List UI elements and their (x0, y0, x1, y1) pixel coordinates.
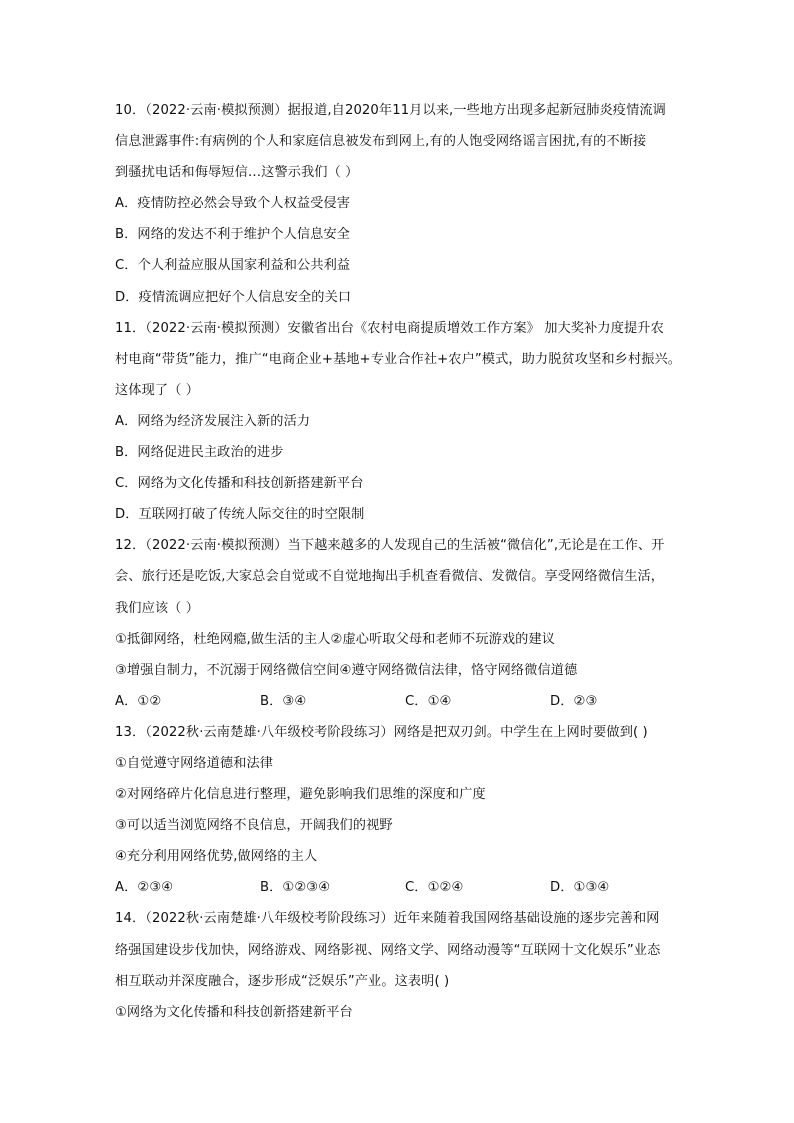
statement-line: ②对网络碎片化信息进行整理，避免影响我们思维的深度和广度 (115, 787, 486, 803)
question-text-line: 络强国建设步伐加快，网络游戏、网络影视、网络文学、网络动漫等“互联网十文化娱乐”业态 (115, 942, 661, 958)
choice-c: C．①④ (405, 693, 452, 709)
choice-a: A．①② (115, 693, 162, 709)
question-text-line: 村电商“带货”能力，推广“电商企业+基地+专业合作社+农户”模式，助力脱贫攻坚和乡村振兴。 (115, 351, 682, 367)
question-text-line: 会、旅行还是吃饭,大家总会自觉或不自觉地掏出手机查看微信、发微信。享受网络微信生活， (115, 569, 665, 585)
document-page (115, 95, 695, 1028)
choice-b: B．①②③④ (260, 880, 331, 896)
question-text-line: 我们应该（ ） (115, 600, 200, 616)
question-14 (115, 903, 695, 1027)
question-text-line: 14．（2022秋·云南楚雄·八年级校考阶段练习）近年来随着我国网络基础设施的逐步完善和网 (115, 911, 660, 927)
answer-option-c: C．个人利益应服从国家利益和公共利益 (115, 258, 351, 274)
question-12 (115, 530, 695, 717)
answer-option-d: D．互联网打破了传统人际交往的时空限制 (115, 507, 365, 523)
question-text-line: 这体现了（ ） (115, 382, 200, 398)
question-10 (115, 95, 695, 313)
question-text-line: 13．（2022秋·云南楚雄·八年级校考阶段练习）网络是把双刃剑。中学生在上网时要做到( ) (115, 724, 648, 740)
choice-d: D．②③ (550, 693, 598, 709)
question-text-line: 信息泄露事件:有病例的个人和家庭信息被发布到网上,有的人饱受网络谣言困扰,有的不断接 (115, 134, 647, 150)
choice-row (115, 872, 695, 903)
choice-b: B．③④ (260, 693, 307, 709)
choice-row (115, 686, 695, 717)
question-text-line: 10．（2022·云南·模拟预测）据报道,自2020年11月以来,一些地方出现多起新冠肺炎疫情流调 (115, 103, 666, 118)
question-text-line: 11．（2022·云南·模拟预测）安徽省出台《农村电商提质增效工作方案》 加大奖补力度提升农 (115, 320, 664, 336)
statement-line: ①自觉遵守网络道德和法律 (115, 755, 274, 771)
statement-line: ①抵御网络，杜绝网瘾,做生活的主人②虚心听取父母和老师不玩游戏的建议 (115, 631, 556, 647)
answer-option-b: B．网络促进民主政治的进步 (115, 445, 284, 461)
choice-d: D．①③④ (550, 880, 610, 896)
question-text-line: 12．（2022·云南·模拟预测）当下越来越多的人发现自己的生活被“微信化”,无论是在工作、开 (115, 538, 665, 554)
statement-line: ①网络为文化传播和科技创新搭建新平台 (115, 1004, 353, 1020)
statement-line: ③增强自制力，不沉溺于网络微信空间④遵守网络微信法律，恪守网络微信道德 (115, 662, 578, 678)
question-11 (115, 313, 695, 531)
question-text-line: 相互联动并深度融合，逐步形成“泛娱乐”产业。这表明( ) (115, 973, 450, 989)
answer-option-c: C．网络为文化传播和科技创新搭建新平台 (115, 476, 364, 492)
answer-option-a: A．网络为经济发展注入新的活力 (115, 413, 311, 429)
answer-option-b: B．网络的发达不利于维护个人信息安全 (115, 227, 351, 243)
answer-option-d: D．疫情流调应把好个人信息安全的关口 (115, 289, 352, 305)
question-13 (115, 717, 695, 904)
answer-option-a: A．疫情防控必然会导致个人权益受侵害 (115, 196, 351, 212)
choice-a: A．②③④ (115, 880, 174, 896)
question-text-line: 到骚扰电话和侮辱短信…这警示我们（ ） (115, 165, 359, 181)
statement-line: ④充分利用网络优势,做网络的主人 (115, 849, 318, 865)
choice-c: C．①②④ (405, 880, 464, 896)
statement-line: ③可以适当浏览网络不良信息，开阔我们的视野 (115, 818, 393, 834)
